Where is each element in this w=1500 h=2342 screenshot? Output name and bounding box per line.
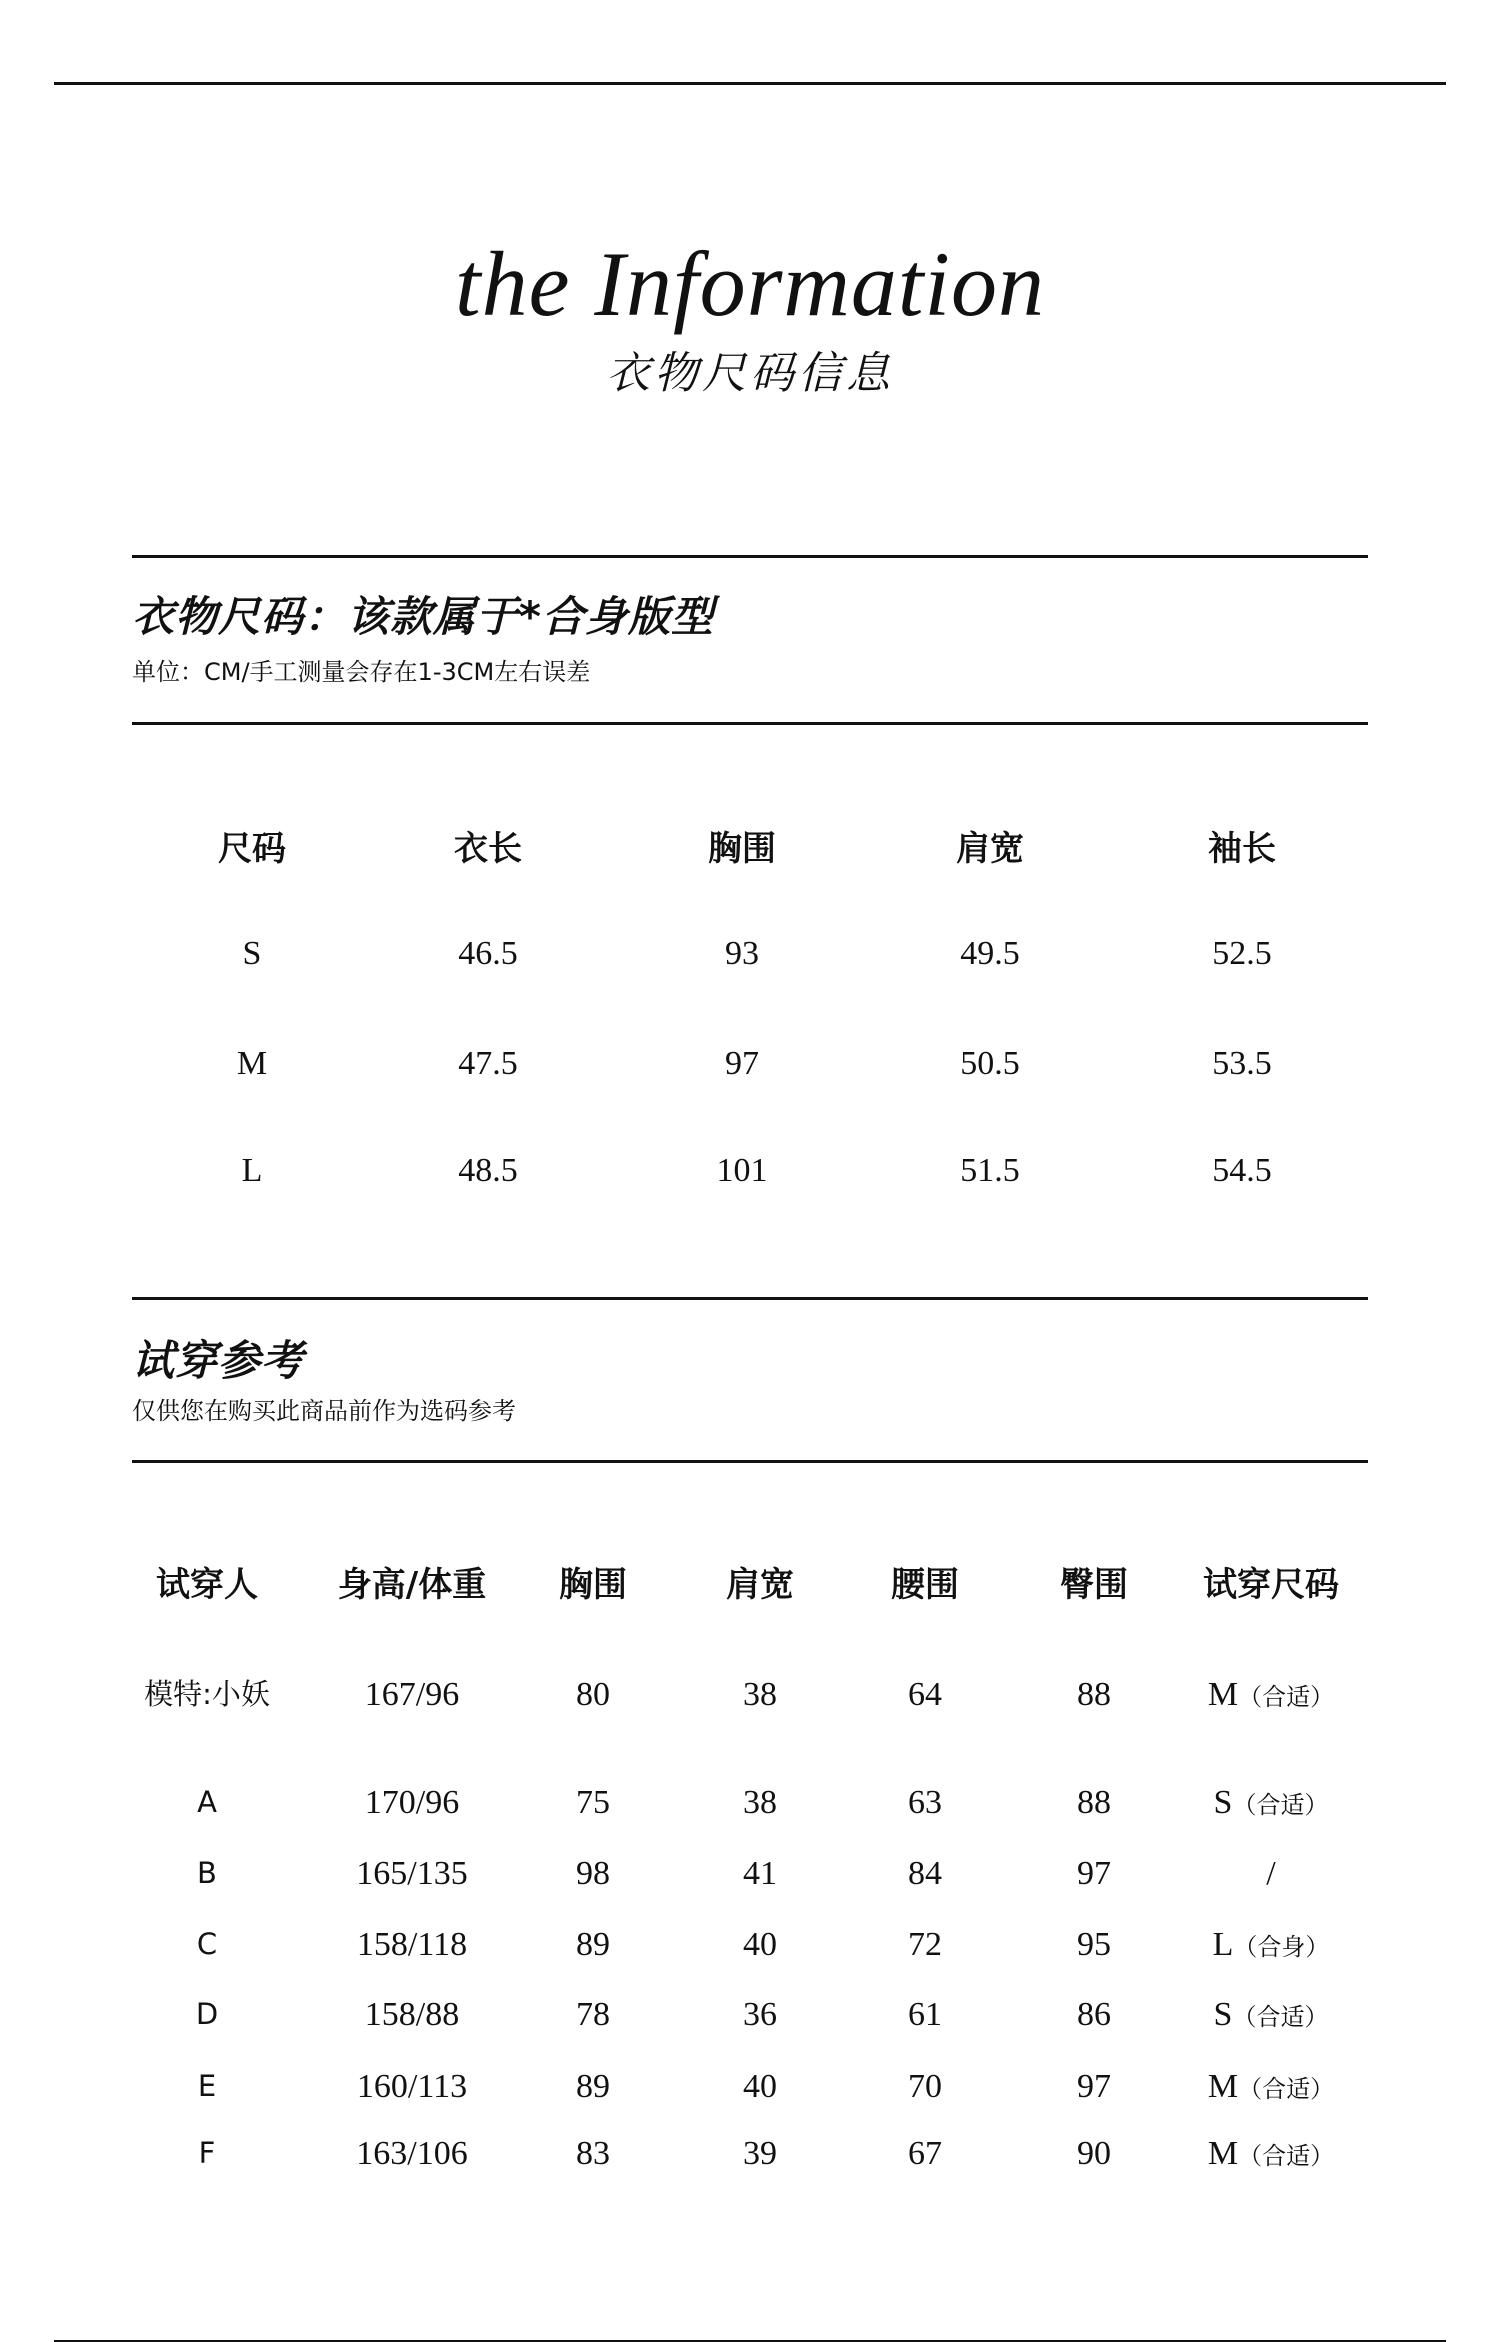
fit-size-cell <box>1171 2070 1371 2104</box>
chest-cell: 75 <box>576 1784 610 1821</box>
waist-cell: 63 <box>908 1784 942 1821</box>
fit-section-title: 试穿参考 <box>132 1336 305 1385</box>
sleeve-cell: 54.5 <box>1212 1152 1272 1189</box>
waist-cell: 84 <box>908 1855 942 1892</box>
fit-col-header: 腰围 <box>891 1565 959 1605</box>
fit-col-header: 肩宽 <box>726 1565 794 1605</box>
hip-cell: 97 <box>1077 2068 1111 2105</box>
hip-cell: 97 <box>1077 1855 1111 1892</box>
chest-cell: 93 <box>725 935 759 972</box>
fit-col-header: 身高/体重 <box>337 1565 487 1605</box>
size-cell: S <box>242 935 262 972</box>
waist-cell: 72 <box>908 1926 942 1963</box>
height-weight-cell: 170/96 <box>364 1784 460 1821</box>
fit-col-header: 胸围 <box>559 1565 627 1605</box>
shoulder-cell: 50.5 <box>960 1045 1020 1082</box>
person-cell: 模特:小妖 <box>144 1677 270 1711</box>
waist-cell: 67 <box>908 2135 942 2172</box>
fit-size-remark: （合适） <box>1238 2142 1335 2170</box>
fit-size-value: S <box>1213 1996 1233 2033</box>
height-weight-cell: 158/88 <box>364 1996 460 2033</box>
chest-cell: 78 <box>576 1996 610 2033</box>
height-weight-cell: 167/96 <box>364 1676 460 1713</box>
chest-cell: 89 <box>576 1926 610 1963</box>
shoulder-cell: 40 <box>743 1926 777 1963</box>
fit-col-header: 试穿尺码 <box>1203 1565 1339 1605</box>
fit-size-value: L <box>1212 1926 1234 1963</box>
fit-size-remark: （合适） <box>1232 2003 1329 2031</box>
height-weight-cell: 158/118 <box>356 1926 468 1963</box>
fit-size-cell <box>1171 1786 1371 1820</box>
shoulder-cell: 40 <box>743 2068 777 2105</box>
person-cell: E <box>197 2069 217 2103</box>
size-col-header: 肩宽 <box>956 829 1024 869</box>
hip-cell: 88 <box>1077 1676 1111 1713</box>
top-rule <box>54 82 1446 85</box>
hip-cell: 88 <box>1077 1784 1111 1821</box>
shoulder-cell: 38 <box>743 1676 777 1713</box>
size-section-note: 单位：CM/手工测量会存在1-3CM左右误差 <box>132 658 591 686</box>
waist-cell: 64 <box>908 1676 942 1713</box>
fit-col-header: 臀围 <box>1060 1565 1128 1605</box>
shoulder-cell: 38 <box>743 1784 777 1821</box>
size-cell: M <box>236 1045 268 1082</box>
chest-cell: 83 <box>576 2135 610 2172</box>
shoulder-cell: 41 <box>743 1855 777 1892</box>
fit-size-cell <box>1171 1857 1371 1891</box>
person-cell: C <box>196 1927 218 1961</box>
size-section-title: 衣物尺码：该款属于*合身版型 <box>132 592 714 641</box>
waist-cell: 70 <box>908 2068 942 2105</box>
fit-size-remark: （合身） <box>1233 1933 1330 1961</box>
length-cell: 48.5 <box>458 1152 518 1189</box>
chest-cell: 97 <box>725 1045 759 1082</box>
length-cell: 46.5 <box>458 935 518 972</box>
waist-cell: 61 <box>908 1996 942 2033</box>
size-section-bottom-rule <box>132 722 1368 725</box>
shoulder-cell: 49.5 <box>960 935 1020 972</box>
person-cell: F <box>198 2136 216 2170</box>
size-cell: L <box>241 1152 263 1189</box>
height-weight-cell: 165/135 <box>356 1855 468 1892</box>
size-col-header: 袖长 <box>1208 829 1276 869</box>
fit-size-value: M <box>1207 2068 1239 2105</box>
fit-section-note: 仅供您在购买此商品前作为选码参考 <box>132 1397 516 1425</box>
page-title: the Information <box>455 233 1045 335</box>
person-cell: B <box>197 1856 217 1890</box>
sleeve-cell: 52.5 <box>1212 935 1272 972</box>
size-col-header: 尺码 <box>218 829 286 869</box>
fit-size-cell <box>1171 2137 1371 2171</box>
person-cell: A <box>197 1785 217 1819</box>
sleeve-cell: 53.5 <box>1212 1045 1272 1082</box>
fit-size-cell <box>1171 1678 1371 1712</box>
fit-size-value: M <box>1207 1676 1239 1713</box>
fit-col-header: 试穿人 <box>156 1565 258 1605</box>
height-weight-cell: 163/106 <box>356 2135 468 2172</box>
fit-size-value: S <box>1213 1784 1233 1821</box>
fit-size-remark: （合适） <box>1238 2075 1335 2103</box>
length-cell: 47.5 <box>458 1045 518 1082</box>
fit-size-value: / <box>1266 1855 1276 1892</box>
fit-size-remark: （合适） <box>1232 1791 1329 1819</box>
hip-cell: 90 <box>1077 2135 1111 2172</box>
chest-cell: 101 <box>716 1152 768 1189</box>
fit-size-value: M <box>1207 2135 1239 2172</box>
hip-cell: 86 <box>1077 1996 1111 2033</box>
hip-cell: 95 <box>1077 1926 1111 1963</box>
height-weight-cell: 160/113 <box>356 2068 468 2105</box>
size-col-header: 胸围 <box>708 829 776 869</box>
fit-size-remark: （合适） <box>1238 1683 1335 1711</box>
person-cell: D <box>195 1997 219 2031</box>
fit-section-bottom-rule <box>132 1460 1368 1463</box>
size-section-top-rule <box>132 555 1368 558</box>
fit-size-cell <box>1171 1998 1371 2032</box>
chest-cell: 80 <box>576 1676 610 1713</box>
size-col-header: 衣长 <box>454 829 522 869</box>
chest-cell: 98 <box>576 1855 610 1892</box>
shoulder-cell: 39 <box>743 2135 777 2172</box>
shoulder-cell: 36 <box>743 1996 777 2033</box>
shoulder-cell: 51.5 <box>960 1152 1020 1189</box>
fit-section-top-rule <box>132 1297 1368 1300</box>
fit-size-cell <box>1171 1928 1371 1962</box>
page-subtitle: 衣物尺码信息 <box>606 348 894 399</box>
chest-cell: 89 <box>576 2068 610 2105</box>
